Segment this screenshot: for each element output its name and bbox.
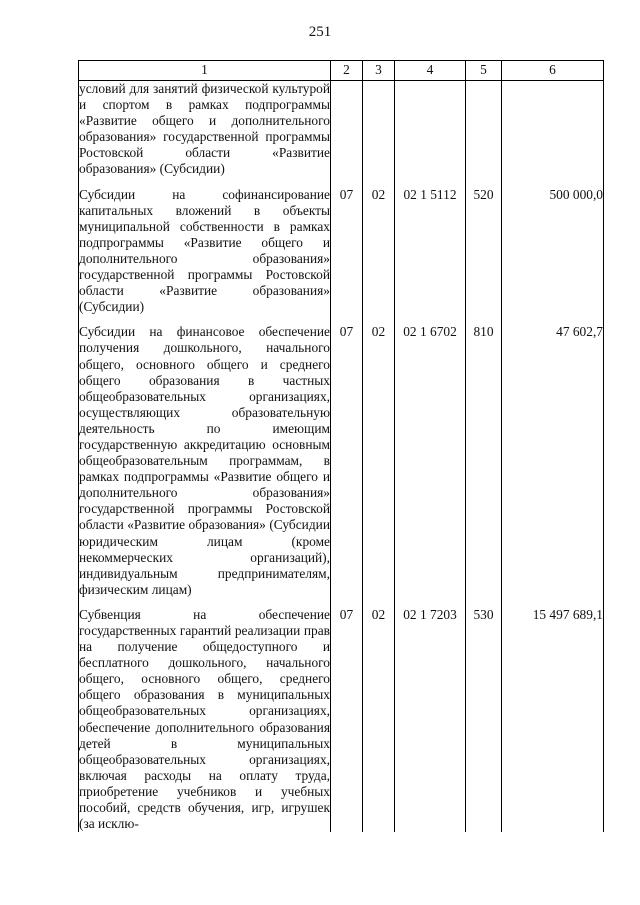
row-subsection-code: 02 xyxy=(363,187,395,316)
table-row xyxy=(79,187,604,316)
header-col-1: 1 xyxy=(79,61,331,81)
row-target-code: 02 1 5112 xyxy=(395,187,466,316)
row-subsection-code: 02 xyxy=(363,324,395,598)
row-amount: 500 000,0 xyxy=(502,187,604,316)
row-expense-type-code: 810 xyxy=(466,324,502,598)
header-col-6: 6 xyxy=(502,61,604,81)
row-target-code: 02 1 7203 xyxy=(395,607,466,832)
row-expense-type-code: 520 xyxy=(466,187,502,316)
row-expense-type-code xyxy=(466,81,502,178)
row-section-code: 07 xyxy=(331,324,363,598)
row-amount: 47 602,7 xyxy=(502,324,604,598)
page-number: 251 xyxy=(308,24,332,40)
header-col-2: 2 xyxy=(331,61,363,81)
row-section-code xyxy=(331,81,363,178)
table-row xyxy=(79,607,604,832)
header-col-5: 5 xyxy=(466,61,502,81)
row-section-code: 07 xyxy=(331,607,363,832)
row-expense-type-code: 530 xyxy=(466,607,502,832)
table-header-row xyxy=(79,61,604,81)
row-spacer xyxy=(79,598,604,607)
table-row xyxy=(79,81,604,178)
row-section-code: 07 xyxy=(331,187,363,316)
budget-table xyxy=(78,60,604,832)
row-description: Субсидии на софинансирование капитальных вложений в объекты муниципальной собственности в рамках подпрограммы «Развитие общего и дополнительного образования» государственной программы Ростовской области «Развитие образования» (Субсидии) xyxy=(79,186,330,315)
row-spacer xyxy=(79,315,604,324)
row-target-code: 02 1 6702 xyxy=(395,324,466,598)
row-amount: 15 497 689,1 xyxy=(502,607,604,832)
header-col-3: 3 xyxy=(363,61,395,81)
table-row xyxy=(79,324,604,598)
row-amount xyxy=(502,81,604,178)
row-description: условий для занятий физической культурой и спортом в рамках подпрограммы «Развитие общего и дополнительного образования» государственной программы Ростовской области «Развитие образования» (Субсидии) xyxy=(79,81,330,177)
row-subsection-code xyxy=(363,81,395,178)
row-description: Субвенция на обеспечение государственных гарантий реализации прав на получение общедоступного и бесплатного дошкольного, начального общего, основного общего, среднего общего образования в муниципальных общеобразовательных организациях, обеспечение дополнительного образования детей в муниципальных общеобразовательных организациях, включая расходы на оплату труда, приобретение учебников и учебных пособий, средств обучения, игр, игрушек (за исклю- xyxy=(79,606,330,832)
row-subsection-code: 02 xyxy=(363,607,395,832)
row-spacer xyxy=(79,178,604,187)
row-description: Субсидии на финансовое обеспечение получения дошкольного, начального общего, основного общего и среднего общего образования в частных общеобразовательных организациях, осуществляющих образовательную деятельность по имеющим государственную аккредитацию основным общеобразовательным программам, в рамках подпрограммы «Развитие общего и дополнительного образования» государственной программы Ростовской области «Развитие образования» (Субсидии юридическим лицам (кроме некоммерческих организаций), индивидуальным предпринимателям, физическим лицам) xyxy=(79,324,330,597)
row-target-code xyxy=(395,81,466,178)
header-col-4: 4 xyxy=(395,61,466,81)
